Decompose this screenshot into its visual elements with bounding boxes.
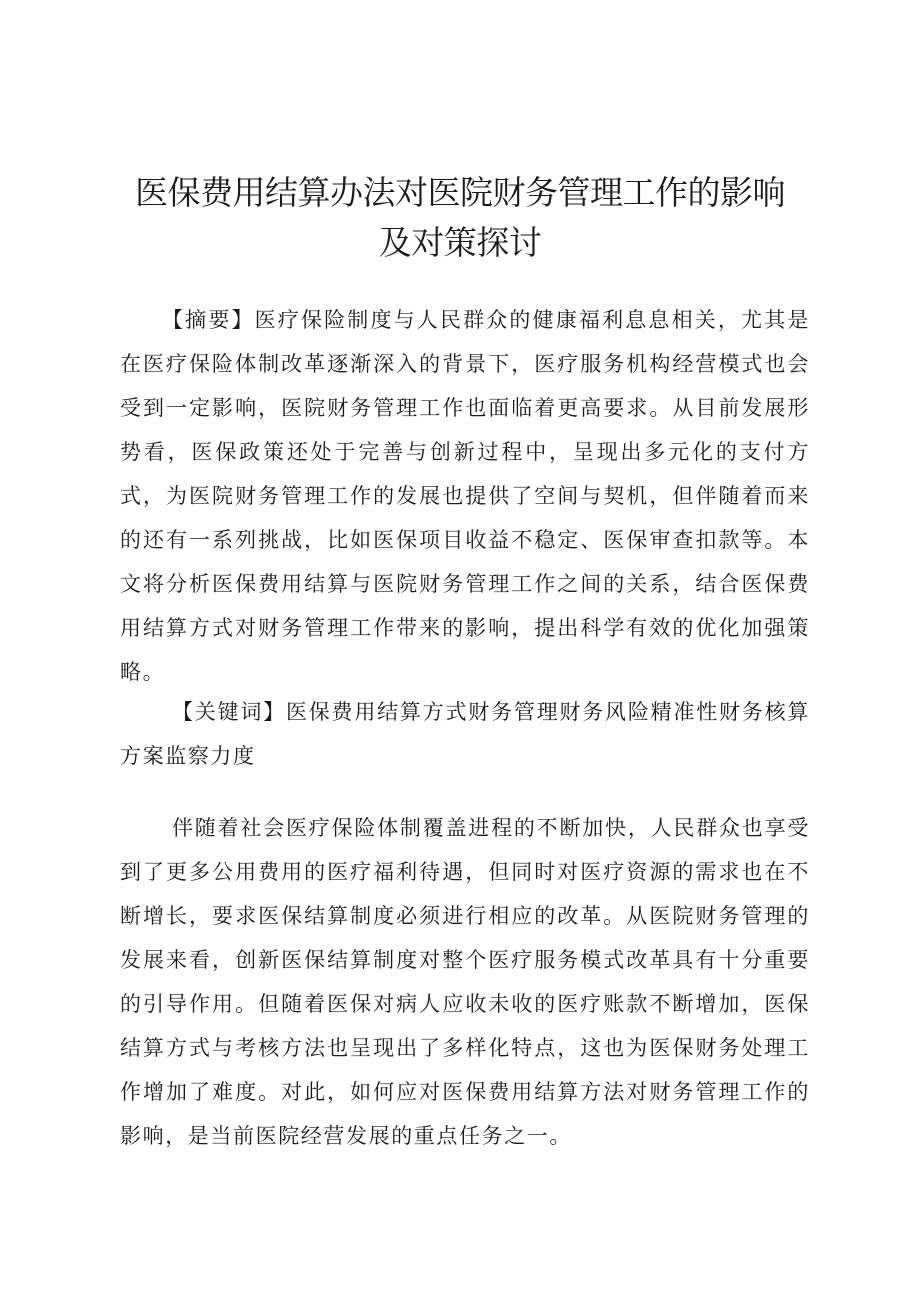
document-title [120,168,800,268]
abstract-paragraph: 【摘要】医疗保险制度与人民群众的健康福利息息相关，尤其是在医疗保险体制改革逐渐深入的背景下，医疗服务机构经营模式也会受到一定影响，医院财务管理工作也面临着更高要求。从目前发展形势看，医保政策还处于完善与创新过程中，呈现出多元化的支付方式，为医院财务管理工作的发展也提供了空间与契机，但伴随着而来的还有一系列挑战，比如医保项目收益不稳定、医保审查扣款等。本文将分析医保费用结算与医院财务管理工作之间的关系，结合医保费用结算方式对财务管理工作带来的影响，提出科学有效的优化加强策略。 [120,308,810,684]
keywords-paragraph: 【关键词】医保费用结算方式财务管理财务风险精准性财务核算方案监察力度 [120,700,810,768]
title-line-1: 医保费用结算办法对医院财务管理工作的影响 [135,173,785,212]
introduction-paragraph: 伴随着社会医疗保险体制覆盖进程的不断加快，人民群众也享受到了更多公用费用的医疗福利待遇，但同时对医疗资源的需求也在不断增长，要求医保结算制度必须进行相应的改革。从医院财务管理的发展来看，创新医保结算制度对整个医疗服务模式改革具有十分重要的引导作用。但随着医保对病人应收未收的医疗账款不断增加，医保结算方式与考核方法也呈现出了多样化特点，这也为医保财务处理工作增加了难度。对此，如何应对医保费用结算方法对财务管理工作的影响，是当前医院经营发展的重点任务之一。 [120,816,810,1148]
title-line-2: 及对策探讨 [378,223,542,262]
